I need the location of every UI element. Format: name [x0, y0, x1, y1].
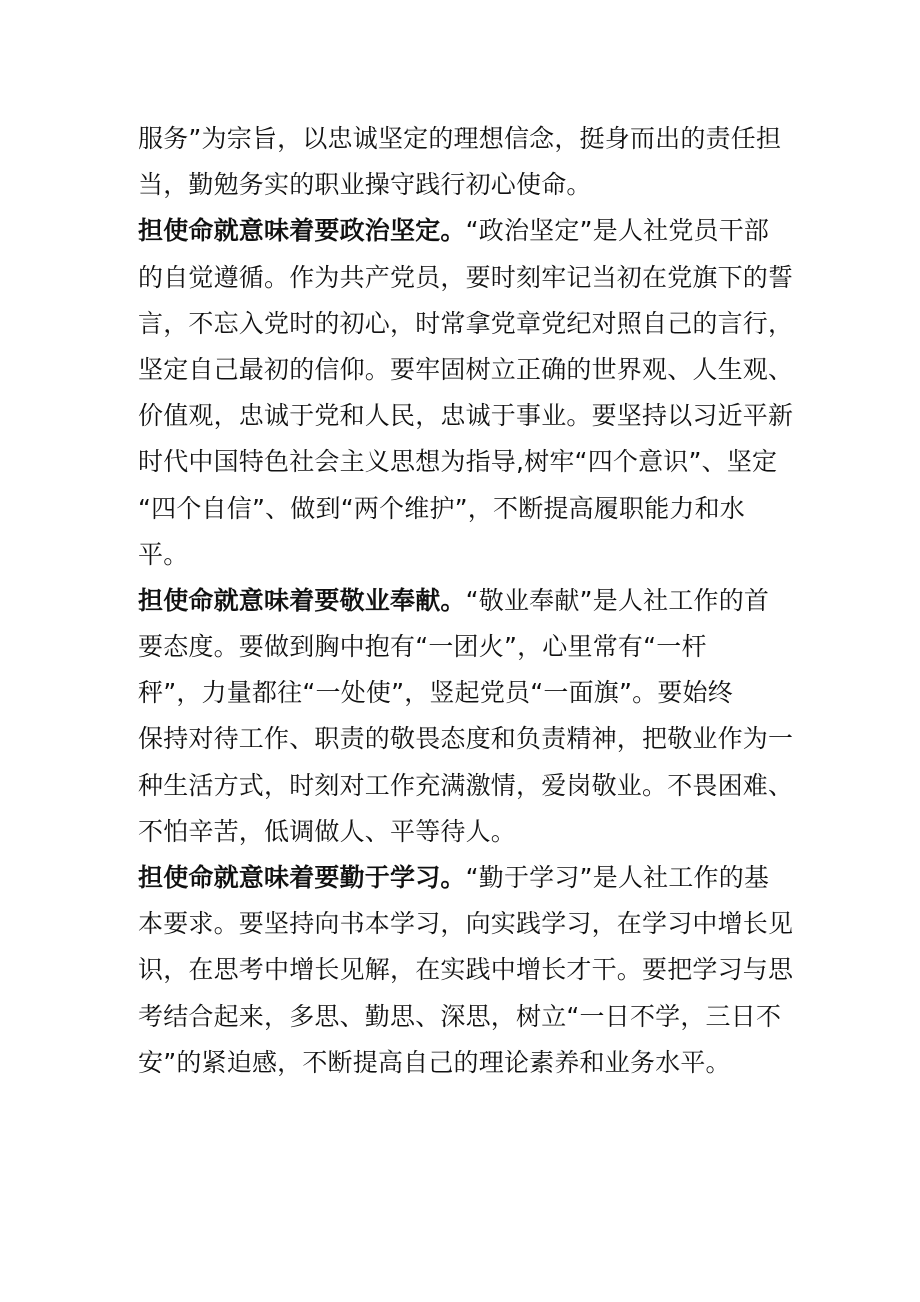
text-line — [138, 578, 788, 624]
body-line-text: 本要求。要坚持向书本学习，向实践学习，在学习中增长见 — [138, 909, 794, 939]
body-line-text: 的自觉遵循。作为共产党员，要时刻牢记当初在党旗下的誓 — [138, 262, 794, 292]
heading-text: 担使命就意味着要勤于学习。 — [138, 863, 466, 892]
text-line — [138, 763, 794, 809]
text-line — [138, 994, 788, 1040]
body-line-text: 保持对待工作、职责的敬畏态度和负责精神，把敬业作为一 — [138, 724, 794, 754]
body-line-text: 种生活方式，时刻对工作充满激情，爱岗敬业。不畏困难、 — [138, 770, 794, 800]
text-line — [138, 162, 788, 208]
text-line — [138, 393, 794, 439]
body-line-text: 当，勤勉务实的职业操守践行初心使命。 — [138, 170, 592, 200]
text-line — [138, 624, 788, 670]
text-line — [138, 486, 788, 532]
body-line-text: “政治坚定”是人社党员干部 — [465, 216, 770, 246]
body-line-text: 时代中国特色社会主义思想为指导,树牢“四个意识”、坚定 — [138, 447, 778, 477]
body-line-text: 安”的紧迫感，不断提高自己的理论素养和业务水平。 — [138, 1047, 731, 1077]
text-line — [138, 670, 788, 716]
heading-text: 担使命就意味着要政治坚定。 — [138, 216, 466, 246]
body-text — [138, 116, 794, 1086]
text-line — [138, 809, 788, 855]
text-line — [138, 532, 788, 578]
text-line — [138, 347, 794, 393]
body-line-text: “敬业奉献”是人社工作的首 — [465, 585, 770, 615]
body-line-text: 言，不忘入党时的初心，时常拿党章党纪对照自己的言行， — [138, 308, 794, 338]
text-line — [138, 716, 794, 762]
body-line-text: 价值观，忠诚于党和人民，忠诚于事业。要坚持以习近平新 — [138, 401, 794, 431]
body-line-text: 不怕辛苦，低调做人、平等待人。 — [138, 816, 517, 846]
text-line — [138, 855, 788, 901]
body-line-text: “四个自信”、做到“两个维护”，不断提高履职能力和水 — [138, 493, 746, 523]
text-line — [138, 208, 788, 254]
heading-text: 担使命就意味着要敬业奉献。 — [138, 585, 466, 615]
text-line — [138, 901, 794, 947]
text-line — [138, 439, 788, 485]
text-line — [138, 1040, 788, 1086]
body-line-text: “勤于学习”是人社工作的基 — [465, 863, 770, 892]
body-line-text: 秤”，力量都往“一处使”，竖起党员“一面旗”。要始终 — [138, 678, 733, 708]
body-line-text: 服务”为宗旨，以忠诚坚定的理想信念，挺身而出的责任担 — [138, 124, 782, 153]
body-line-text: 识，在思考中增长见解，在实践中增长才干。要把学习与思 — [138, 955, 794, 985]
body-line-text: 考结合起来，多思、勤思、深思，树立“一日不学，三日不 — [138, 1001, 782, 1031]
text-line — [138, 301, 794, 347]
text-line — [138, 116, 788, 162]
text-line — [138, 947, 794, 993]
body-line-text: 要态度。要做到胸中抱有“一团火”，心里常有“一杆 — [138, 632, 707, 662]
body-line-text: 平。 — [138, 539, 189, 569]
text-line — [138, 255, 794, 301]
body-line-text: 坚定自己最初的信仰。要牢固树立正确的世界观、人生观、 — [138, 354, 794, 384]
